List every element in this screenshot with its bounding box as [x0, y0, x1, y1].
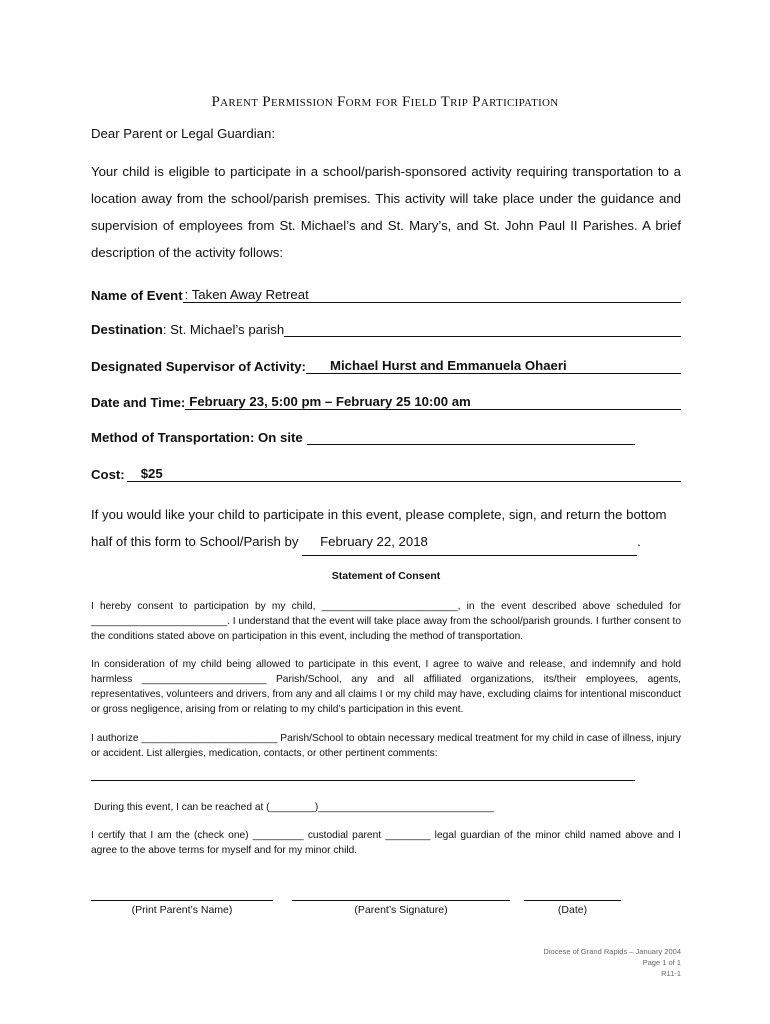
supervisor-field	[91, 358, 681, 374]
certify-paragraph: I certify that I am the (check one) _________ custodial parent ________ legal guardian of the minor child named above and I agree to the above terms for myself and for my minor child.	[91, 830, 681, 856]
destination-field	[91, 322, 681, 337]
cost-value: $25	[127, 466, 681, 482]
page-title: Parent Permission Form for Field Trip Participation	[211, 94, 559, 110]
intro-paragraph: Your child is eligible to participate in a school/parish-sponsored activity requiring transportation to a location away from the school/parish premises. This activity will take place under the guidance and supervision of employees from St. Michael’s and St. Mary’s, and St. John Paul II Parishes. A brief description of the activity follows:	[91, 164, 681, 260]
date-line	[524, 900, 621, 901]
date-caption: (Date)	[557, 904, 588, 916]
consent-title: Statement of Consent	[331, 570, 441, 582]
return-text: If you would like your child to participate in this event, please complete, sign, and return the bottom half of this form to School/Parish by	[91, 507, 667, 549]
transport-line	[307, 444, 635, 445]
footer	[543, 946, 681, 979]
datetime-field	[91, 394, 681, 410]
return-date: February 22, 2018	[302, 528, 637, 556]
footer-page: Page 1 of 1	[642, 958, 681, 967]
reach-line: During this event, I can be reached at (________)_______________________________	[94, 802, 494, 813]
footer-code: R11-1	[661, 969, 681, 978]
footer-diocese: Diocese of Grand Rapids – January 2004	[543, 947, 681, 956]
destination-value: : St. Michael’s parish	[162, 322, 285, 337]
signature-line	[292, 900, 510, 901]
print-name-caption: (Print Parent’s Name)	[131, 904, 233, 916]
print-name-line	[91, 900, 273, 901]
datetime-value: February 23, 5:00 pm – February 25 10:00 am	[185, 394, 681, 410]
cost-label: Cost:	[91, 467, 125, 482]
consent-paragraph-2: In consideration of my child being allowed to participate in this event, I agree to waive and release, and indemnify and hold harmless ______________________ Parish/School, any and all affiliated organizations, its/their employees, agents, representatives, volunteers and drivers, from any and all claims I or my child may have, excluding claims for intentional misconduct or gross negligence, arising from or relating to my child’s participation in this event.	[91, 659, 681, 715]
greeting: Dear Parent or Legal Guardian:	[91, 126, 276, 141]
event-name-value: : Taken Away Retreat	[183, 287, 681, 303]
signature-caption: (Parent’s Signature)	[354, 904, 448, 916]
destination-line	[284, 336, 681, 337]
event-name-label: Name of Event	[91, 288, 183, 303]
transport-field	[91, 430, 635, 445]
consent-paragraph-1: I hereby consent to participation by my child, ________________________, in the event described above scheduled for ________________________. I understand that the event will take place away from the school/parish grounds. I further consent to the conditions stated above on participation in this event, including the method of transportation.	[91, 601, 681, 642]
consent-paragraph-3: I authorize ________________________ Parish/School to obtain necessary medical treatment for my child in case of illness, injury or accident. List allergies, medication, contacts, or other pertinent comments:	[91, 733, 681, 759]
supervisor-label: Designated Supervisor of Activity:	[91, 359, 306, 374]
datetime-label: Date and Time:	[91, 395, 186, 410]
destination-label: Destination	[91, 322, 163, 337]
return-period: .	[637, 534, 641, 549]
cost-field	[91, 466, 681, 482]
supervisor-value: Michael Hurst and Emmanuela Ohaeri	[306, 358, 681, 374]
return-instructions	[91, 501, 681, 556]
event-name-field	[91, 287, 681, 303]
comments-line	[91, 780, 635, 781]
transport-label: Method of Transportation: On site	[91, 430, 303, 445]
